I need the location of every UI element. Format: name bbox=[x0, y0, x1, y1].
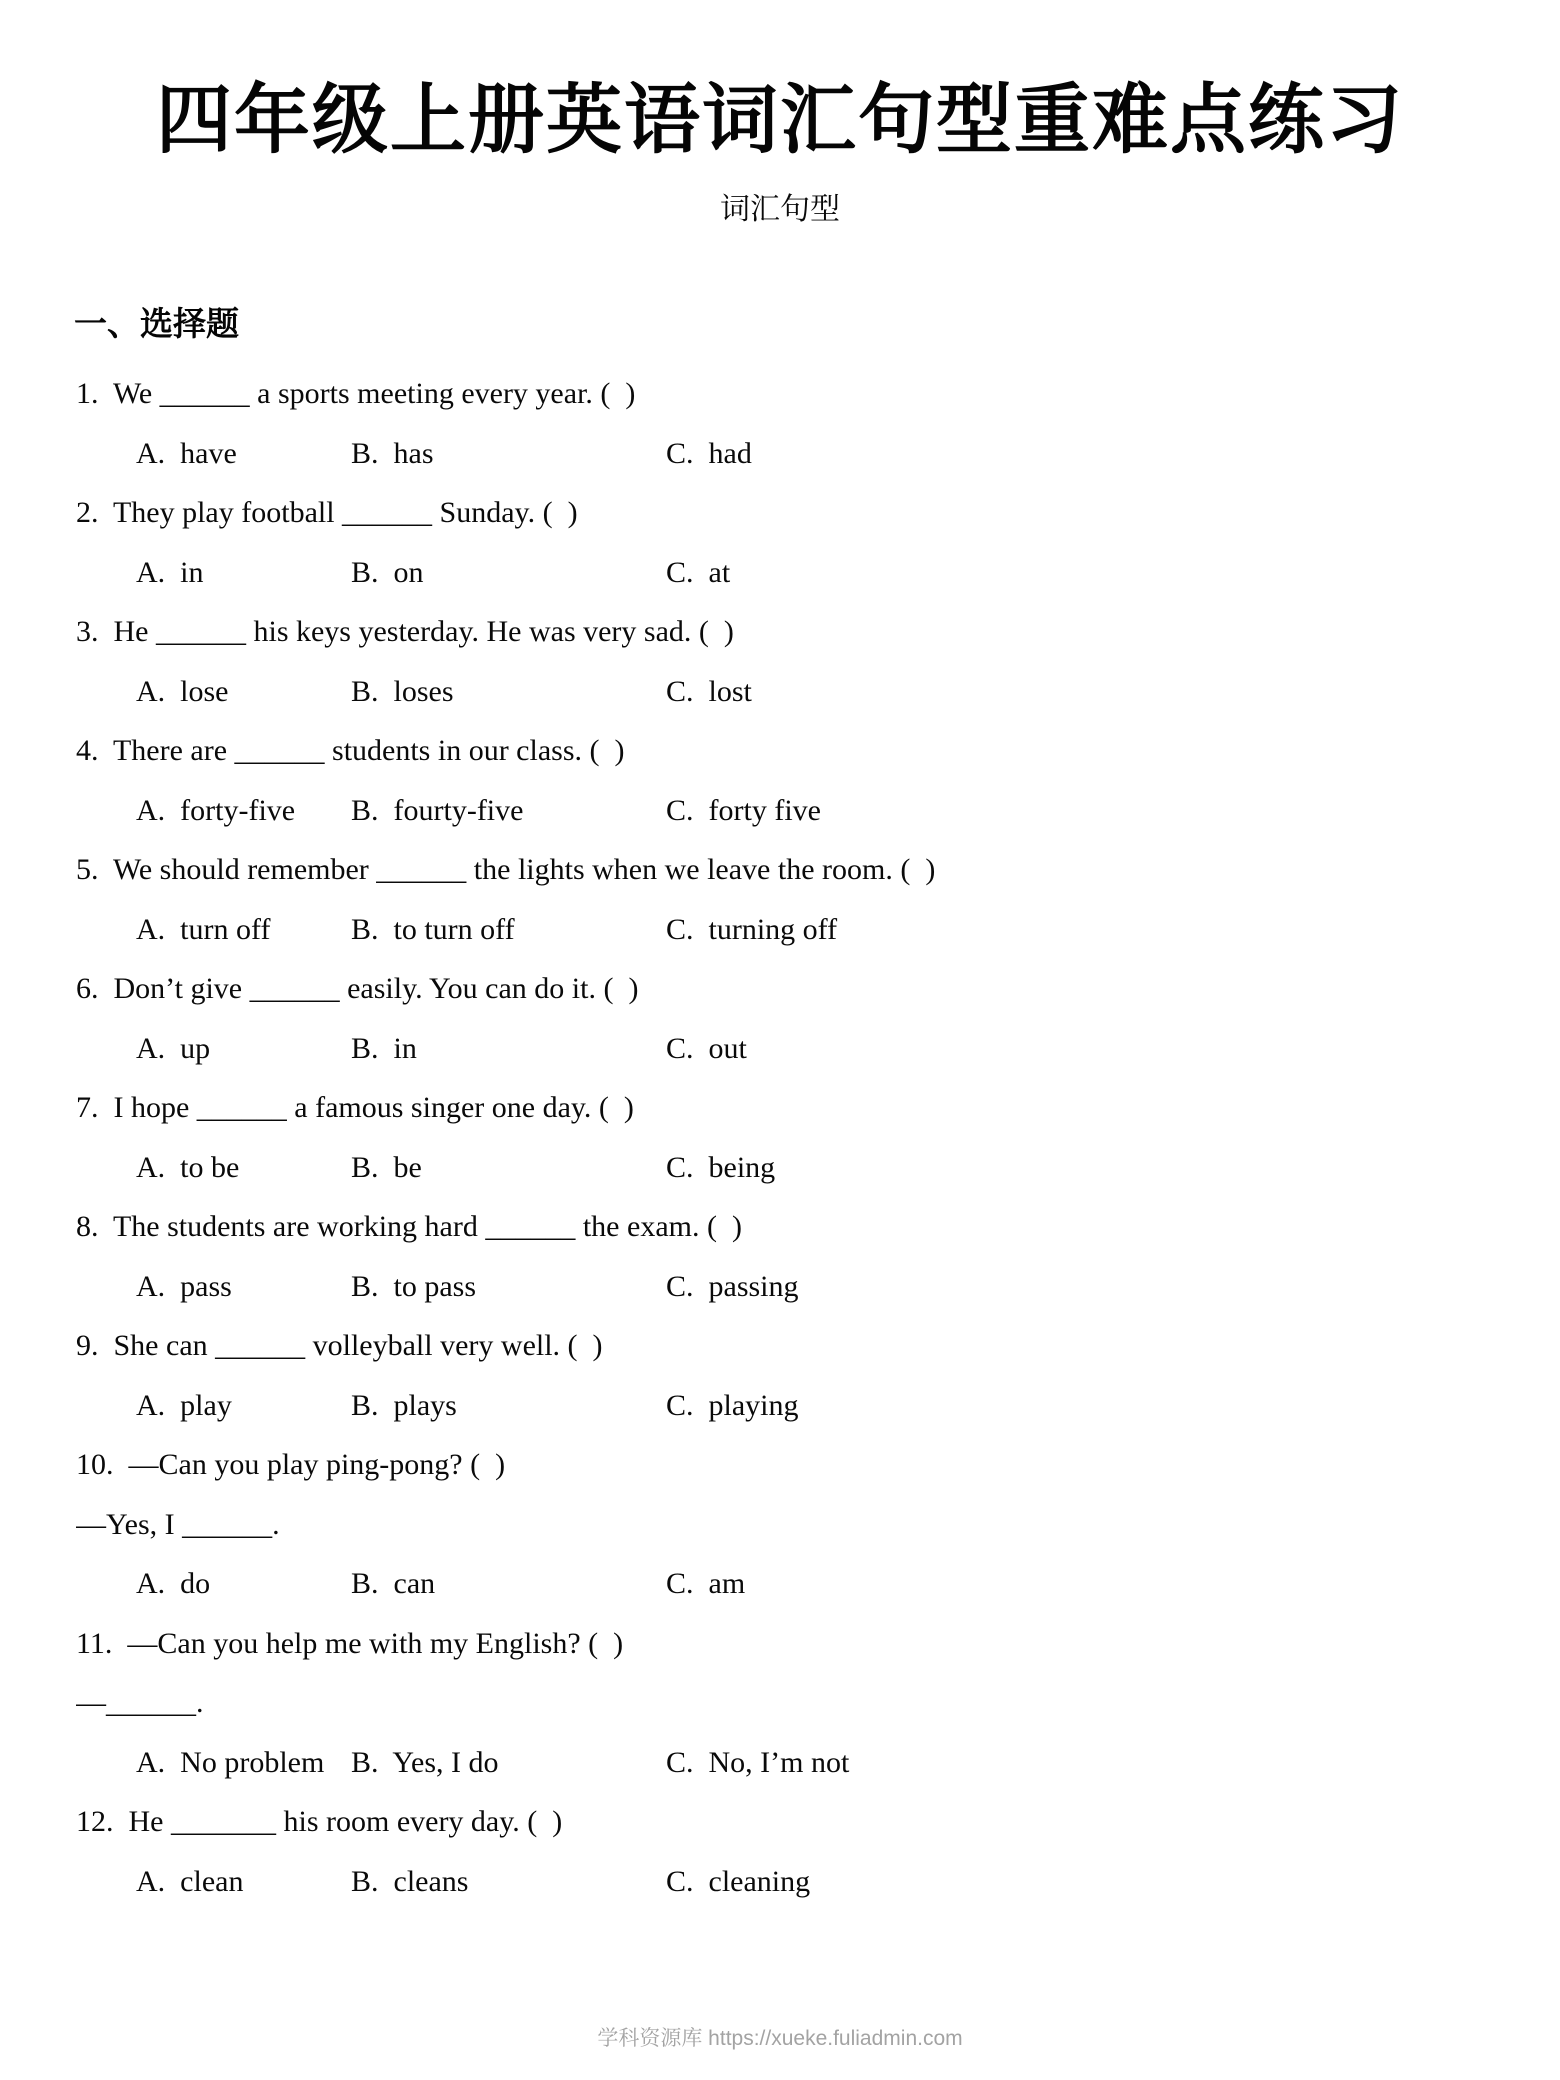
question-3-options-row bbox=[76, 662, 1520, 722]
page-subtitle: 词汇句型 bbox=[720, 193, 840, 226]
question-1-option-b: B. has bbox=[351, 436, 434, 470]
question-1-text: 1. We ______ a sports meeting every year. ( ) bbox=[76, 377, 636, 410]
question-8-option-a: A. pass bbox=[136, 1269, 232, 1303]
question-5-option-a: A. turn off bbox=[136, 912, 271, 946]
question-12-option-a: A. clean bbox=[136, 1864, 244, 1898]
question-2-option-b: B. on bbox=[351, 555, 424, 589]
question-8-option-b: B. to pass bbox=[351, 1269, 477, 1303]
question-2-option-c: C. at bbox=[666, 555, 731, 589]
question-6-option-c: C. out bbox=[666, 1031, 747, 1065]
question-list bbox=[76, 364, 1520, 1911]
question-7-text: 7. I hope ______ a famous singer one day. ( ) bbox=[76, 1091, 634, 1124]
page-title: 四年级上册英语词汇句型重难点练习 bbox=[156, 78, 1404, 163]
question-12-option-c: C. cleaning bbox=[666, 1864, 811, 1898]
question-10-option-b: B. can bbox=[351, 1567, 436, 1600]
question-7-option-b: B. be bbox=[351, 1150, 422, 1184]
question-8-options-row bbox=[76, 1257, 1520, 1317]
question-12-option-b: B. cleans bbox=[351, 1864, 469, 1898]
footer-watermark: 学科资源库 https://xueke.fuliadmin.com bbox=[597, 2027, 963, 2050]
question-9-option-a: A. play bbox=[136, 1388, 232, 1422]
question-4-text: 4. There are ______ students in our class. ( ) bbox=[76, 734, 625, 767]
question-1-options-row bbox=[76, 424, 1520, 484]
question-1-option-c: C. had bbox=[666, 436, 752, 470]
question-2-options-row bbox=[76, 543, 1520, 603]
question-5-option-c: C. turning off bbox=[666, 912, 838, 946]
question-7-option-a: A. to be bbox=[136, 1150, 240, 1184]
question-12-options-row bbox=[76, 1852, 1520, 1912]
question-3-text: 3. He ______ his keys yesterday. He was very sad. ( ) bbox=[76, 615, 734, 648]
question-3-option-c: C. lost bbox=[666, 674, 752, 708]
question-2-text: 2. They play football ______ Sunday. ( ) bbox=[76, 496, 578, 529]
question-11-options-row bbox=[76, 1733, 1520, 1793]
question-11-line-2: —______. bbox=[76, 1686, 204, 1719]
question-10-option-a: A. do bbox=[136, 1567, 211, 1600]
question-11-line-1: 11. —Can you help me with my English? ( ) bbox=[76, 1626, 624, 1660]
question-3-option-a: A. lose bbox=[136, 674, 229, 708]
question-5-text: 5. We should remember ______ the lights when we leave the room. ( ) bbox=[76, 853, 936, 886]
question-8-option-c: C. passing bbox=[666, 1269, 799, 1303]
question-6-option-a: A. up bbox=[136, 1031, 211, 1065]
question-7-option-c: C. being bbox=[666, 1150, 776, 1184]
question-5-option-b: B. to turn off bbox=[351, 912, 515, 946]
question-11-option-a: A. No problem bbox=[136, 1745, 325, 1779]
question-3-option-b: B. loses bbox=[351, 674, 454, 708]
question-10-line-2: —Yes, I ______. bbox=[76, 1507, 280, 1541]
question-10-line-1: 10. —Can you play ping-pong? ( ) bbox=[76, 1448, 506, 1481]
question-12-text: 12. He _______ his room every day. ( ) bbox=[76, 1805, 563, 1838]
question-4-option-b: B. fourty-five bbox=[351, 793, 524, 827]
question-4-options-row bbox=[76, 781, 1520, 841]
question-10-option-c: C. am bbox=[666, 1567, 746, 1600]
question-9-option-c: C. playing bbox=[666, 1388, 799, 1422]
section-heading-multiple-choice: 一、选择题 bbox=[74, 305, 239, 342]
question-11-option-c: C. No, I’m not bbox=[666, 1745, 850, 1779]
question-6-option-b: B. in bbox=[351, 1031, 417, 1065]
question-9-options-row bbox=[76, 1376, 1520, 1436]
question-10-options-row bbox=[76, 1554, 1520, 1614]
question-11-option-b: B. Yes, I do bbox=[351, 1745, 499, 1779]
question-9-text: 9. She can ______ volleyball very well. ( ) bbox=[76, 1329, 603, 1362]
question-4-option-c: C. forty five bbox=[666, 793, 821, 827]
question-6-options-row bbox=[76, 1019, 1520, 1079]
question-4-option-a: A. forty-five bbox=[136, 793, 296, 827]
question-2-option-a: A. in bbox=[136, 555, 204, 589]
question-1-option-a: A. have bbox=[136, 436, 237, 470]
question-7-options-row bbox=[76, 1138, 1520, 1198]
question-5-options-row bbox=[76, 900, 1520, 960]
question-8-text: 8. The students are working hard ______ the exam. ( ) bbox=[76, 1210, 742, 1243]
question-9-option-b: B. plays bbox=[351, 1388, 457, 1422]
question-6-text: 6. Don’t give ______ easily. You can do it. ( ) bbox=[76, 972, 639, 1005]
